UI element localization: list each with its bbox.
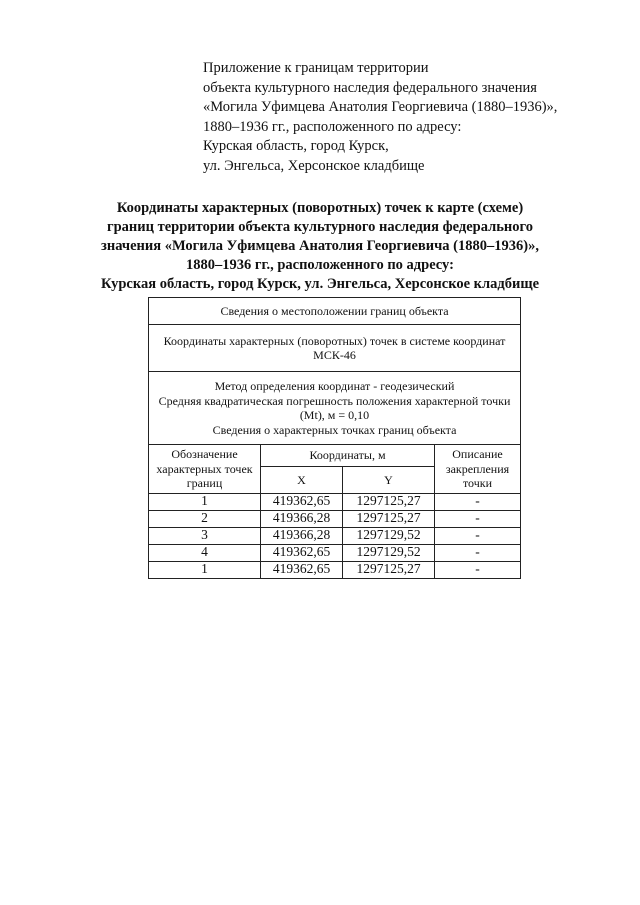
table-row xyxy=(149,544,521,561)
document-title xyxy=(60,199,580,294)
table-row xyxy=(149,510,521,527)
cell-x: 419366,28 xyxy=(261,510,343,527)
cell-desc: - xyxy=(435,527,521,544)
cell-x: 419366,28 xyxy=(261,527,343,544)
table-row xyxy=(149,493,521,510)
title-line: значения «Могила Уфимцева Анатолия Георгиевича (1880–1936)», xyxy=(101,238,539,254)
method-info xyxy=(149,372,521,445)
cell-x: 419362,65 xyxy=(261,544,343,561)
table-row xyxy=(149,527,521,544)
cell-desc: - xyxy=(435,544,521,561)
cell-point: 1 xyxy=(149,561,261,578)
points-info-line: Сведения о характерных точках границ объекта xyxy=(212,422,457,437)
header-coordinates: Координаты, м xyxy=(261,445,435,467)
table-row xyxy=(149,561,521,578)
cell-x: 419362,65 xyxy=(261,561,343,578)
header-description: Описание закрепления точки xyxy=(435,445,521,494)
annex-line: объекта культурного наследия федерального значения xyxy=(203,79,537,96)
cell-desc: - xyxy=(435,493,521,510)
annex-line: Приложение к границам территории xyxy=(203,60,429,76)
cell-point: 1 xyxy=(149,493,261,510)
cell-y: 1297125,27 xyxy=(343,493,435,510)
coordinates-table xyxy=(148,297,521,579)
title-line: Координаты характерных (поворотных) точек к карте (схеме) xyxy=(116,200,524,216)
coordinate-system-info: Координаты характерных (поворотных) точек в системе координат МСК-46 xyxy=(149,325,521,372)
annex-line: Курская область, город Курск, xyxy=(203,138,389,154)
cell-point: 4 xyxy=(149,544,261,561)
accuracy-line: Средняя квадратическая погрешность положения характерной точки (Mt), м = 0,10 xyxy=(158,393,511,422)
annex-note xyxy=(203,59,603,176)
cell-y: 1297129,52 xyxy=(343,527,435,544)
header-point: Обозначение характерных точек границ xyxy=(149,445,261,494)
header-y: Y xyxy=(343,467,435,493)
section-title: Сведения о местоположении границ объекта xyxy=(149,298,521,325)
cell-desc: - xyxy=(435,510,521,527)
annex-line: ул. Энгельса, Херсонское кладбище xyxy=(203,157,425,174)
annex-line: «Могила Уфимцева Анатолия Георгиевича (1880–1936)», xyxy=(203,99,558,115)
cell-point: 2 xyxy=(149,510,261,527)
cell-x: 419362,65 xyxy=(261,493,343,510)
cell-desc: - xyxy=(435,561,521,578)
header-x: X xyxy=(261,467,343,493)
title-line: границ территории объекта культурного наследия федерального xyxy=(107,219,533,235)
title-line: Курская область, город Курск, ул. Энгельса, Херсонское кладбище xyxy=(100,276,540,292)
cell-y: 1297125,27 xyxy=(343,561,435,578)
cell-y: 1297129,52 xyxy=(343,544,435,561)
cell-point: 3 xyxy=(149,527,261,544)
cell-y: 1297125,27 xyxy=(343,510,435,527)
annex-line: 1880–1936 гг., расположенного по адресу: xyxy=(203,118,462,135)
method-line: Метод определения координат - геодезический xyxy=(214,379,455,393)
title-line: 1880–1936 гг., расположенного по адресу: xyxy=(186,257,454,273)
